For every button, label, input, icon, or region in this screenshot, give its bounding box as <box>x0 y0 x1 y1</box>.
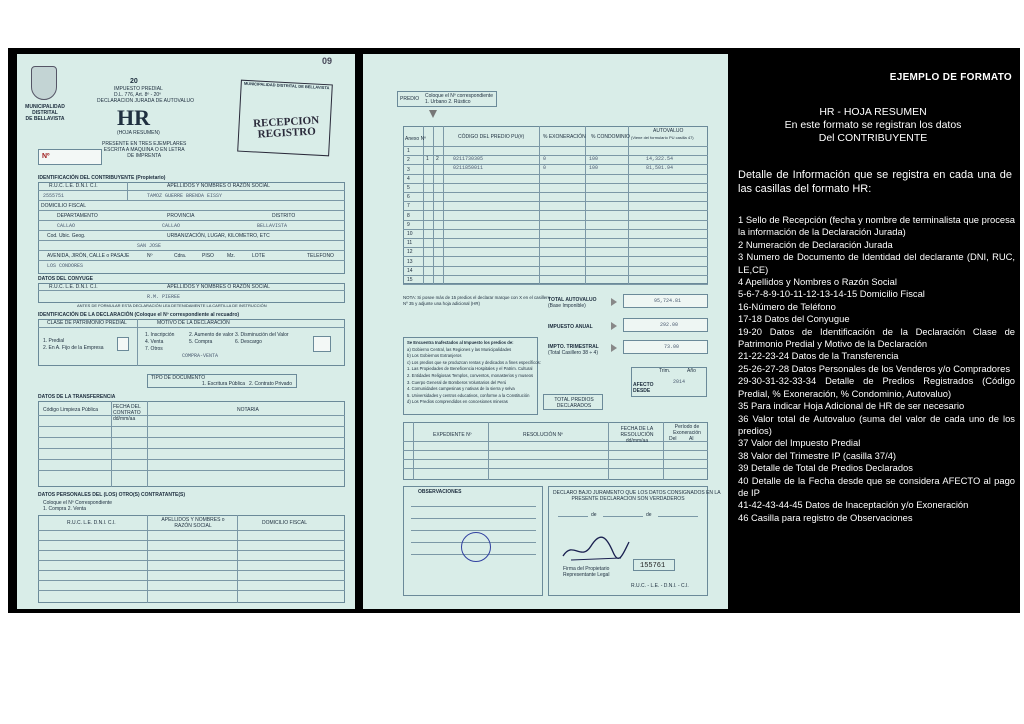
row2-exoneration: 0 <box>543 165 547 171</box>
row-index: 15 <box>407 277 413 283</box>
col-lot: LOTE <box>252 253 266 259</box>
field-description-item: 41-42-43-44-45 Datos de Inaceptación y/o Exoneración <box>738 499 969 511</box>
signature <box>561 534 631 564</box>
row-index: 11 <box>407 240 413 247</box>
spouse-value: R.M. PIEREE <box>147 294 181 300</box>
col-autovaluo-sub: (Viene del formulario PU casilla 47) <box>631 135 694 140</box>
col-mz: Mz. <box>227 253 236 259</box>
names-label: APELLIDOS Y NOMBRES O RAZÓN SOCIAL <box>167 183 270 189</box>
col-condominium: % CONDOMINIO <box>591 134 630 140</box>
quarterly-tax-label: IMPTO. TRIMESTRAL <box>548 344 599 350</box>
field-description-item: 46 Casilla para registro de Observaciones <box>738 511 913 523</box>
exempt-box: Se Encuentra Inafectados al Impuesto los predios de: a) Gobierno Central, las Regiones y las Municipalidades b) Los Gobiernos Extranjeros c) Los predios que se produzcan rentas y dedicados a fines específicos: 1. Las Propiedades de Beneficencia Hospitales y el Patrim. Cultural 2. Entidades Religiosas Templos, conventos, monasterios y museos 3. Cuerpo General de Bomberos Voluntarios del Perú 4. Comunidades campesinas y nativas de la sierra y selva 5. Universidades y centros educativos, conforme a la Constitución d) Los Predios comprendidos en concesiones mineras <box>403 337 538 415</box>
class-opt-2: 2. En A. Fijo de la Empresa <box>43 345 104 351</box>
section-transfer: DATOS DE LA TRANSFERENCIA <box>38 394 116 400</box>
spouse-names-label: APELLIDOS Y NOMBRES O RAZÓN SOCIAL <box>167 284 270 290</box>
affected-since-value: 2014 <box>673 379 686 385</box>
reason-opt-7: 7. Otros <box>145 346 163 352</box>
panel-intro: Detalle de Información que se registra en cada una de las casillas del formato HR: <box>738 169 1012 195</box>
class-opt-1: 1. Predial <box>43 338 65 344</box>
quarterly-tax-sub: (Total Casillero 38 ÷ 4) <box>548 350 598 356</box>
doc-type-opt-2: 2. Contrato Privado <box>249 381 293 387</box>
names-value: TAMOZ GUERRE BRENDA EISSY <box>147 193 223 199</box>
row-index: 2 <box>407 157 410 164</box>
note-additional-sheet: NOTA: Si posee más de 15 predios el declarar marque con X en el casillero Nº 35 y adjunte una hoja adicional (HR) <box>403 295 551 306</box>
arrow-right-icon <box>611 298 617 306</box>
col-phone: TELEFONO <box>307 253 334 259</box>
law-ref: D.L. 776, Art. 8º - 20º <box>114 92 162 98</box>
quarterly-tax-box: 73.00 <box>623 340 708 354</box>
present-instructions: PRESENTE EN TRES EJEMPLARES ESCRITA A MAQUINA O EN LETRA DE IMPRENTA <box>102 141 187 159</box>
observations-label: OBSERVACIONES <box>418 489 462 495</box>
col-autovaluo: AUTOVALUO <box>653 128 684 134</box>
col-floor: PISO <box>202 253 214 259</box>
province-label: PROVINCIA <box>167 213 195 219</box>
domicile-label: DOMICILIO FISCAL <box>41 203 87 209</box>
reception-stamp: MUNICIPALIDAD DISTRITAL DE BELLAVISTA RECEPCION REGISTRO <box>237 80 333 157</box>
panel-title: HR - HOJA RESUMEN <box>819 106 927 118</box>
row-index: 3 <box>407 166 410 173</box>
field-description-item: 38 Valor del Trimestre IP (casilla 37/4) <box>738 449 897 461</box>
reason-opt-2: 2. Aumento de valor <box>189 332 234 338</box>
field-description-item: 25-26-27-28 Datos Personales de los Venderos y/o Compradores <box>738 362 1011 374</box>
row-index: 8 <box>407 212 410 219</box>
row-index: 13 <box>407 258 413 265</box>
reason-opt-6: 6. Descargo <box>235 339 262 345</box>
section-identification: IDENTIFICACIÓN DEL CONTRIBUYENTE (Propietario) <box>38 175 166 181</box>
transfer-col-date: FECHA DEL CONTRATO dd/mm/aa <box>113 404 141 422</box>
col-number: Nº <box>147 253 153 259</box>
section-spouse: DATOS DEL CONYUGE <box>38 276 94 282</box>
other-col-ruc: R.U.C. L.E. D.N.I. C.I. <box>67 520 116 526</box>
field-description-item: 1 Sello de Recepción (fecha y nombre de terminalista que procesa la información de la Declaración Jurada) <box>738 214 1015 238</box>
street-value: LOS CONDORES <box>47 263 84 269</box>
row2-condominium: 100 <box>589 165 599 171</box>
col-exoneration: % EXONERACIÓN <box>543 134 586 140</box>
panel-subtitle-2: Del CONTRIBUYENTE <box>818 132 928 144</box>
other-col-names: APELLIDOS Y NOMBRES o RAZÓN SOCIAL <box>161 517 225 529</box>
class-label: CLASE DE PATRIMONIO PREDIAL <box>47 320 127 326</box>
row-index: 9 <box>407 221 410 228</box>
row-index: 5 <box>407 185 410 191</box>
panel-heading <box>728 106 1018 145</box>
properties-table <box>403 126 708 284</box>
arrow-down-icon <box>429 110 437 118</box>
field-description-item: 4 Apellidos y Nombres o Razón Social <box>738 276 897 288</box>
date-de-2: de <box>646 512 652 518</box>
example-label: EJEMPLO DE FORMATO <box>889 72 1012 83</box>
row-index: 7 <box>407 203 410 210</box>
reason-box <box>313 336 331 352</box>
row2-autovaluo: 81,501.94 <box>646 165 674 171</box>
period-to-label: Al <box>689 436 694 442</box>
municipality-coat-of-arms-icon <box>31 66 57 100</box>
form-number: 20 <box>130 78 138 85</box>
exoneration-period-label: Período de Exoneración <box>673 424 701 436</box>
signature-caption: Firma del Propietario Representante Legal <box>563 566 610 578</box>
corner-annotation: 09 <box>322 56 333 66</box>
geo-code-label: Cod. Ubic. Geog. <box>47 233 86 239</box>
col-property-code: CÓDIGO DEL PREDIO PU(#) <box>458 134 525 140</box>
field-description-item: 37 Valor del Impuesto Predial <box>738 437 861 449</box>
class-box <box>117 337 129 351</box>
total-autovaluo-label: TOTAL AUTOVALUO <box>548 297 597 303</box>
department-value: CALLAO <box>57 223 76 229</box>
field-description-item: 5-6-7-8-9-10-11-12-13-14-15 Domicilio Fiscal <box>738 288 925 300</box>
field-descriptions <box>738 214 1015 524</box>
affected-quarter-label: Trim. <box>659 368 671 374</box>
ruc-footer: R.U.C. - L.E. - D.N.I. - C.I. <box>631 583 689 589</box>
department-label: DEPARTAMENTO <box>57 213 98 219</box>
affected-since-label: AFECTO DESDE <box>633 382 654 394</box>
hr-subtitle: (HOJA RESUMEN) <box>117 130 160 136</box>
transfer-col-notary: NOTARIA <box>237 407 259 413</box>
row-index: 1 <box>407 148 410 155</box>
ruc-label: R.U.C. L.E. D.N.I. C.I. <box>49 183 98 189</box>
doc-type-opt-1: 1. Escritura Pública <box>202 381 246 387</box>
row1-autovaluo: 14,322.54 <box>646 156 674 162</box>
row1-col: 1 <box>426 156 429 162</box>
signature-id-box: 155761 <box>633 559 675 571</box>
explanation-panel <box>728 54 1018 609</box>
reason-value: COMPRA-VENTA <box>182 353 219 359</box>
file-number-label: EXPEDIENTE Nº <box>433 432 472 438</box>
field-description-item: 16-Número de Teléfono <box>738 300 836 312</box>
field-description-item: 39 Detalle de Total de Predios Declarados <box>738 462 913 474</box>
doc-type-label: TIPO DE DOCUMENTO <box>151 375 206 381</box>
hr-form-back <box>363 54 728 609</box>
field-description-item: 2 Numeración de Declaración Jurada <box>738 238 893 250</box>
urbanization-value: SAN JOSE <box>137 243 162 249</box>
col-annex: Anexo Nº <box>405 136 427 142</box>
property-opt-2: 1. Urbano 2. Rústico <box>425 99 471 105</box>
section-declaration: IDENTIFICACIÓN DE LA DECLARACIÓN (Coloque el Nº correspondiente al recuadro) <box>38 312 240 318</box>
row-index: 12 <box>407 249 413 256</box>
total-properties-box: TOTAL PREDIOS DECLARADOS <box>543 394 603 410</box>
affected-year-label: Año <box>687 368 696 374</box>
hr-form-front <box>17 54 355 609</box>
declaration-title: DECLARACION JURADA DE AUTOVALUO <box>97 98 195 104</box>
other-parties-opt-2: 1. Compra 2. Venta <box>43 506 87 512</box>
row1-exoneration: 0 <box>543 156 547 162</box>
municipality-name: MUNICIPALIDAD DISTRITAL DE BELLAVISTA <box>25 104 65 122</box>
district-label: DISTRITO <box>272 213 296 219</box>
field-description-item: 3 Numero de Documento de Identidad del declarante (DNI, RUC, LE,CE) <box>738 251 1015 275</box>
section-other-parties: DATOS PERSONALES DEL (LOS) OTRO(S) CONTRATANTE(S) <box>38 492 186 498</box>
spouse-ruc-label: R.U.C. L.E. D.N.I. C.I. <box>49 284 98 290</box>
province-value: CALLAO <box>162 223 181 229</box>
district-value: BELLAVISTA <box>257 223 288 229</box>
row-index: 10 <box>407 231 413 237</box>
field-description-item: 40 Detalle de la Fecha desde que se considera AFECTO al pago de IP <box>738 474 1015 498</box>
transfer-table <box>38 401 345 487</box>
arrow-right-icon <box>611 344 617 352</box>
other-parties-opt-1: Coloque el Nº Correspondiente <box>43 500 113 506</box>
ruc-value: 2555751 <box>43 193 65 199</box>
read-instructions-note: ANTES DE FORMULAR ESTA DECLARACIÓN LEA DETENIDAMENTE LA CARTILLA DE INSTRUCCIÓN <box>77 303 267 308</box>
tax-name: IMPUESTO PREDIAL <box>114 86 163 92</box>
total-autovaluo-box: 95,724.81 <box>623 294 708 308</box>
panel-subtitle-1: En este formato se registran los datos <box>784 119 962 131</box>
row1-type: 2 <box>436 156 439 162</box>
annual-tax-box: 292.00 <box>623 318 708 332</box>
sworn-statement: DECLARO BAJO JURAMENTO QUE LOS DATOS CONSIGNADOS EN LA PRESENTE DECLARACION SON VERDADEROS <box>553 490 721 502</box>
row-index: 4 <box>407 175 410 182</box>
row1-code: 0211730305 <box>453 156 484 162</box>
reason-label: MOTIVO DE LA DECLARACIÓN <box>157 320 230 326</box>
official-seal <box>461 532 491 562</box>
other-col-domicile: DOMICILIO FISCAL <box>262 520 308 526</box>
field-description-item: 29-30-31-32-33-34 Detalle de Predios Registrados (Código Predial, % Exoneración, % Condominio, Autovaluo) <box>738 375 1015 399</box>
resolution-date-label: FECHA DE LA RESOLUCIÓN dd/mm/aa <box>620 426 654 444</box>
date-de-1: de <box>591 512 597 518</box>
row-index: 14 <box>407 267 413 274</box>
urbanization-label: URBANIZACIÓN, LUGAR, KILOMETRO, ETC <box>167 233 270 239</box>
arrow-right-icon <box>611 322 617 330</box>
row2-code: 0211850011 <box>453 165 484 171</box>
reason-opt-1: 1. Inscripción <box>145 332 175 338</box>
reason-opt-4: 4. Venta <box>145 339 164 345</box>
total-autovaluo-sub: (Base Imponible) <box>548 303 586 309</box>
annual-tax-label: IMPUESTO ANUAL <box>548 324 593 330</box>
field-description-item: 36 Valor total de Autovaluo (suma del valor de cada uno de los predios) <box>738 412 1015 436</box>
field-description-item: 35 Para indicar Hoja Adicional de HR de ser necesario <box>738 400 965 412</box>
row1-condominium: 100 <box>589 156 599 162</box>
reason-opt-5: 5. Compra <box>189 339 213 345</box>
street-label: AVENIDA, JIRÓN, CALLE o PASAJE <box>47 253 130 259</box>
reason-opt-3: 3. Disminución del Valor <box>235 332 289 338</box>
field-description-item: 17-18 Datos del Conyugue <box>738 313 850 325</box>
document-frame <box>8 48 1020 613</box>
property-opt-1: Coloque el Nº correspondiente <box>425 93 493 99</box>
declaration-number-box: Nº <box>38 149 102 165</box>
col-block: Cdra. <box>174 253 187 259</box>
transfer-col-code: Código Limpieza Pública <box>43 407 99 413</box>
resolution-label: RESOLUCIÓN Nº <box>523 432 563 438</box>
field-description-item: 19-20 Datos de Identificación de la Declaración Clase de Patrimonio Predial y Motivo de la Declaración <box>738 325 1015 350</box>
hr-title: HR <box>117 105 150 130</box>
row-index: 6 <box>407 194 410 201</box>
property-label: PREDIO <box>400 96 420 102</box>
period-from-label: Del <box>669 436 677 442</box>
field-description-item: 21-22-23-24 Datos de la Transferencia <box>738 350 899 362</box>
